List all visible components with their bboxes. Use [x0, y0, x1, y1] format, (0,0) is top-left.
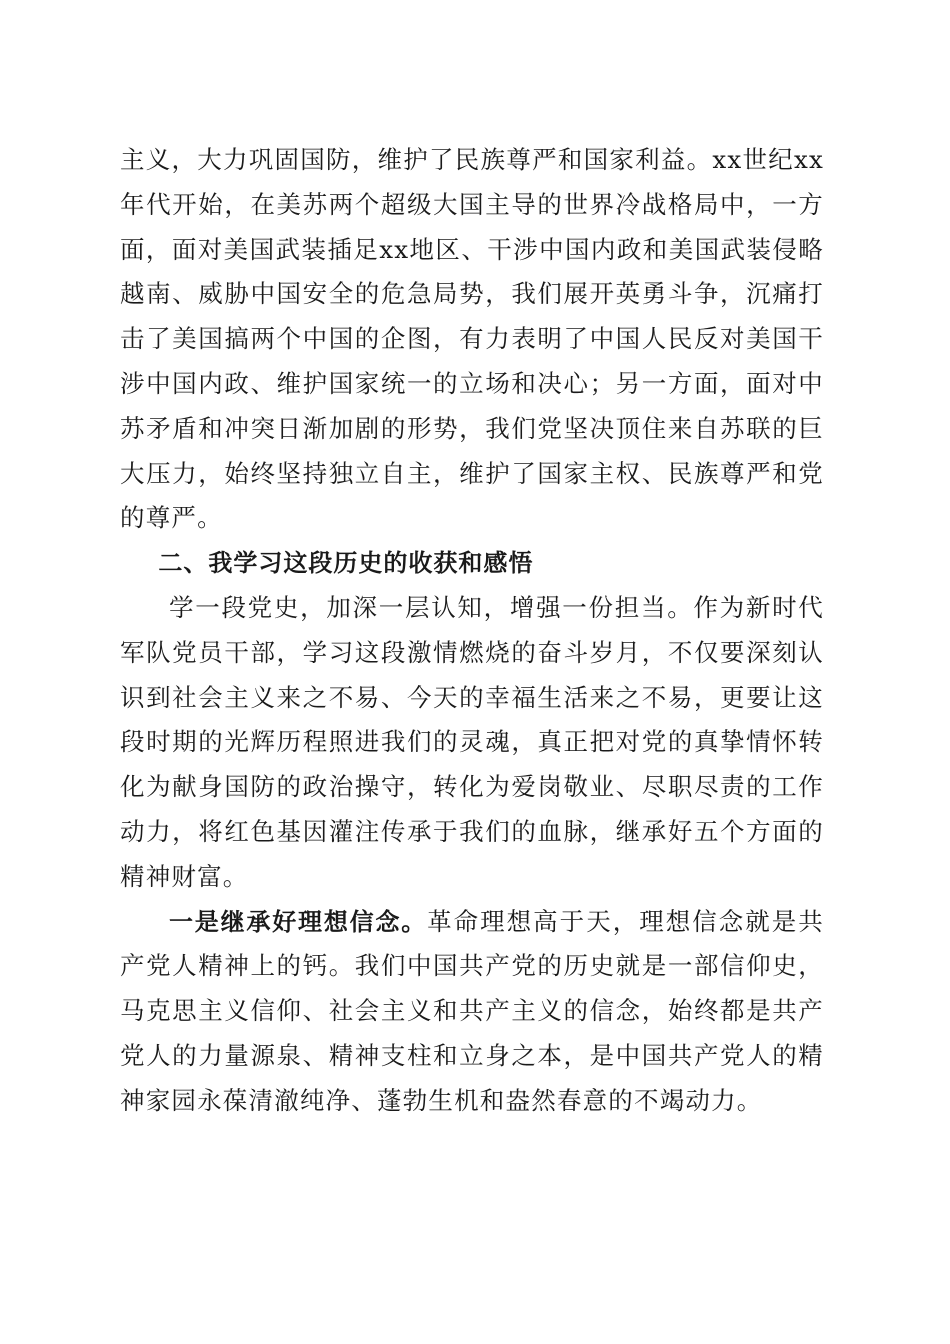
paragraph-body-text: 革命理想高于天，理想信念就是共产党人精神上的钙。我们中国共产党的历史就是一部信仰史，马克思主义信仰、社会主义和共产主义的信念，始终都是共产党人的力量源泉、精神支柱和立身之本，是中国共产党人的精神家园永葆清澈纯净、蓬勃生机和盎然春意的不竭动力。: [120, 906, 824, 1115]
body-paragraph-insights: 学一段党史，加深一层认知，增强一份担当。作为新时代军队党员干部，学习这段激情燃烧的奋斗岁月，不仅要深刻认识到社会主义来之不易、今天的幸福生活来之不易，更要让这段时期的光辉历程照进我们的灵魂，真正把对党的真挚情怀转化为献身国防的政治操守，转化为爱岗敬业、尽职尽责的工作动力，将红色基因灌注传承于我们的血脉，继承好五个方面的精神财富。: [120, 592, 824, 891]
document-body: [120, 138, 824, 1124]
body-paragraph-continuation: 主义，大力巩固国防，维护了民族尊严和国家利益。xx世纪xx年代开始，在美苏两个超级大国主导的世界冷战格局中，一方面，面对美国武装插足xx地区、干涉中国内政和美国武装侵略越南、威胁中国安全的危急局势，我们展开英勇斗争，沉痛打击了美国搞两个中国的企图，有力表明了中国人民反对美国干涉中国内政、维护国家统一的立场和决心；另一方面，面对中苏矛盾和冲突日渐加剧的形势，我们党坚决顶住来自苏联的巨大压力，始终坚持独立自主，维护了国家主权、民族尊严和党的尊严。: [120, 145, 824, 533]
paragraph-lead-phrase: 一是继承好理想信念。: [169, 907, 428, 936]
section-heading: 二、我学习这段历史的收获和感悟: [158, 549, 534, 578]
body-paragraph-ideals: [120, 900, 824, 1124]
